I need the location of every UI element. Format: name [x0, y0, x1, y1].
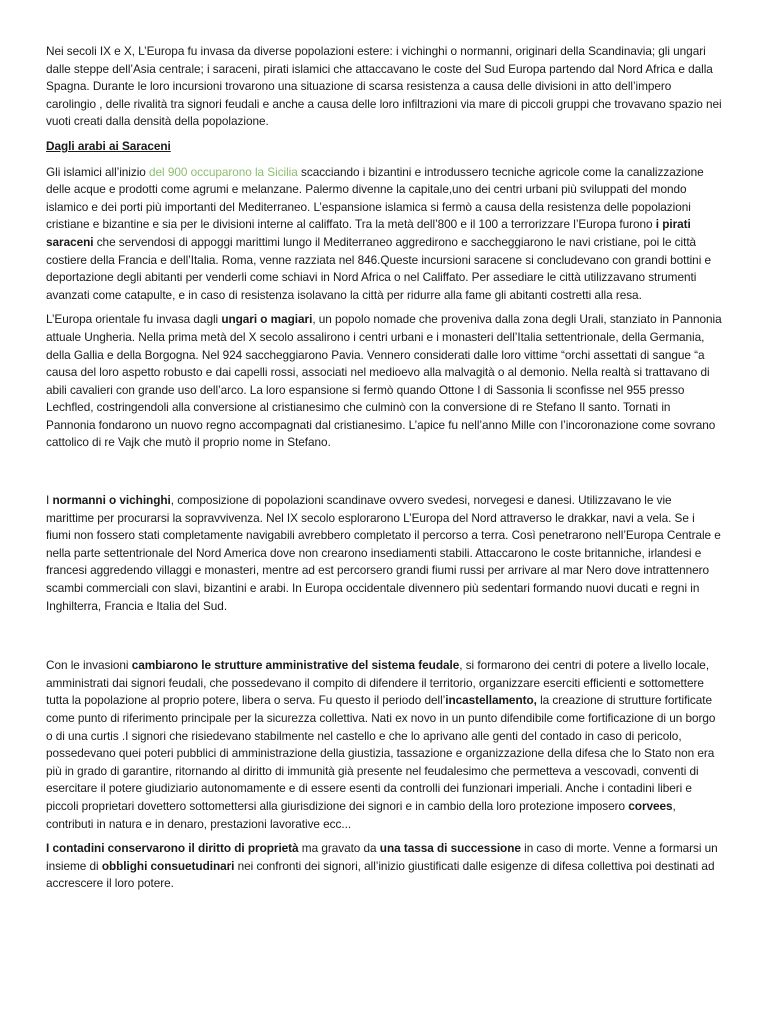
saraceni-text-a: Gli islamici all’inizio	[46, 164, 150, 179]
normanni-text-b: , composizione di popolazioni scandinave ovvero svedesi, norvegesi e danesi. Utilizzavano le vie marittime per procurarsi la sopravvivenza. Nel IX secolo esplorarono L’Europa del Nord attraverso le drakkar, navi a vela. Se i fiumi non fossero stati completamente navigabili avrebbero completato il percorso a terra. Così penetrarono nell’Europa Centrale e nella parte settentrionale del Nord America dove non crearono insediamenti stabili. Attaccarono le coste britanniche, irlandesi e francesi aggredendo villaggi e monasteri, mentre ad est percorsero grandi fiumi russi per arrivare al mar Nero dove intrattennero scambi commerciali con slavi, bizantini e arabi. In Europa occidentale divennero più sedentari formando nuovi ducati e regni in Inghilterra, Francia e Italia del Sud.	[46, 493, 721, 613]
feudale-paragraph	[46, 657, 722, 833]
feudale-text-a: Con le invasioni	[46, 658, 132, 673]
normanni-paragraph	[46, 492, 722, 615]
saraceni-paragraph	[46, 164, 722, 305]
normanni-text-a: I	[46, 493, 53, 508]
ungari-text-b: , un popolo nomade che proveniva dalla zona degli Urali, stanziato in Pannonia attuale Ungheria. Nella prima metà del X secolo assalirono i centri urbani e i monasteri dell’Italia settentrionale, della Germania, della Gallia e della Borgogna. Nel 924 saccheggiarono Pavia. Vennero considerati dalle loro vittime “orchi assettati di sangue “a causa del loro aspetto robusto e dai capelli rossi, associati nel medioevo alla malvagità o al demonio. Nella realtà si trattavano di abili cavalieri con grande uso dell’arco. La loro espansione si fermò quando Ottone I di Sassonia li sconfisse nel 955 presso Lechfled, costringendoli alla conversione al cristianesimo che culminò con la conversione di re Stefano Il santo. Tornati in Pannonia fondarono un nuovo regno accompagnati dal cristianesimo. L’apice fu nell’anno Mille con l’incoronazione come sovrano cattolico di re Vajk che mutò il proprio nome in Stefano.	[46, 312, 722, 450]
feudale-text-c: la creazione di strutture fortificate come punto di riferimento principale per la sicurezza collettiva. Nati ex novo in un punto difendibile come fortificazione di un borgo o di una curtis .I signori che risiedevano stabilmente nel castello e che lo aprivano alle genti del contado in caso di pericolo, possedevano quei poteri pubblici di amministrazione della giustizia, tassazione e organizzazione della difesa che lo Stato non era più in grado di garantire, ritornando al diritto di immunità già presente nel feudalesimo che permetteva a vescovadi, conventi di esercitare il potere giudiziario autonomamente e di essere esenti da controlli dei funzionari imperiali. Anche i contadini liberi e piccoli proprietari dovettero sottomettersi alla giurisdizione dei signori e in cambio della loro protezione imposero	[46, 693, 716, 813]
feudale-text-d: , contributi in natura e in denaro, prestazioni lavorative ecc...	[46, 798, 676, 831]
contadini-bold-1: I contadini conservarono il diritto di proprietà	[46, 841, 299, 856]
normanni-bold: normanni o vichinghi	[52, 493, 171, 508]
blank-spacer	[46, 459, 722, 492]
feudale-bold-2: incastellamento,	[445, 693, 537, 708]
saraceni-text-c: che servendosi di appoggi marittimi lungo il Mediterraneo aggredirono e saccheggiarono le navi cristiane, poi le città costiere della Francia e dell’Italia. Roma, venne razziata nel 846.Queste incursioni saracene si concludevano con grandi bottini e deportazione degli abitanti per venderli come schiavi in Nord Africa o nel Califfato. Per assediare le città utilizzavano strumenti avanzati come catapulte, e in caso di resistenza isolavano la città per ridurre alla fame gli abitanti costretti alla resa.	[46, 234, 711, 302]
saraceni-bold: i pirati saraceni	[46, 217, 691, 249]
ungari-bold: ungari o magiari	[221, 312, 313, 327]
ungari-text-a: L’Europa orientale fu invasa dagli	[46, 312, 222, 327]
intro-paragraph: Nei secoli IX e X, L’Europa fu invasa da diverse popolazioni estere: i vichinghi o normanni, originari della Scandinavia; gli ungari dalle steppe dell’Asia centrale; i saraceni, pirati islamici che attaccavano le coste del Sud Europa partendo dal Nord Africa e dalla Spagna. Durante le loro incursioni trovarono una situazione di scarsa resistenza a causa delle divisioni in atto dell’impero carolingio , delle rivalità tra signori feudali e anche a causa delle loro infiltrazioni via mare di piccoli gruppi che trovavano spazio nei vuoti creati dalla densità della popolazione.	[46, 44, 722, 129]
contadini-bold-2: una tassa di successione	[379, 841, 521, 856]
contadini-bold-3: obblighi consuetudinari	[101, 858, 235, 873]
blank-spacer	[46, 622, 722, 657]
saraceni-text-b: scacciando i bizantini e introdussero tecniche agricole come la canalizzazione delle acque e prodotti come agrumi e melanzane. Palermo divenne la capitale,uno dei centri urbani più sviluppati del mondo islamico e dei porti più importanti del Mediterraneo. L’espansione islamica si fermò a causa della resistenza delle popolazioni cristiane e bizantine e sia per le divisioni interne al califfato. Tra la metà dell’800 e il 100 a terrorizzare l’Europa furono	[46, 164, 704, 232]
feudale-bold-3: corvees	[628, 798, 673, 813]
contadini-text-c: nei confronti dei signori, all’inizio giustificati dalle esigenze di difesa collettiva poi destinati ad accrescere il loro potere.	[46, 858, 715, 891]
feudale-bold-1: cambiarono le strutture amministrative del sistema feudale	[131, 658, 460, 673]
contadini-text-b: in caso di morte. Venne a formarsi un insieme di	[46, 841, 718, 873]
contadini-paragraph	[46, 840, 722, 893]
highlighted-text: del 900 occuparono la Sicilia	[149, 164, 298, 179]
feudale-text-b: , si formarono dei centri di potere a livello locale, amministrati dai signori feudali, che possedevano il compito di difendere il territorio, organizzare eserciti efficienti e sottomettere tutta la popolazione al proprio potere, libera o serva. Fu questo il periodo dell’	[46, 658, 710, 708]
document-page	[46, 43, 722, 900]
contadini-text-a: ma gravato da	[298, 841, 380, 856]
section-heading: Dagli arabi ai Saraceni	[46, 138, 171, 153]
ungari-paragraph	[46, 311, 722, 452]
